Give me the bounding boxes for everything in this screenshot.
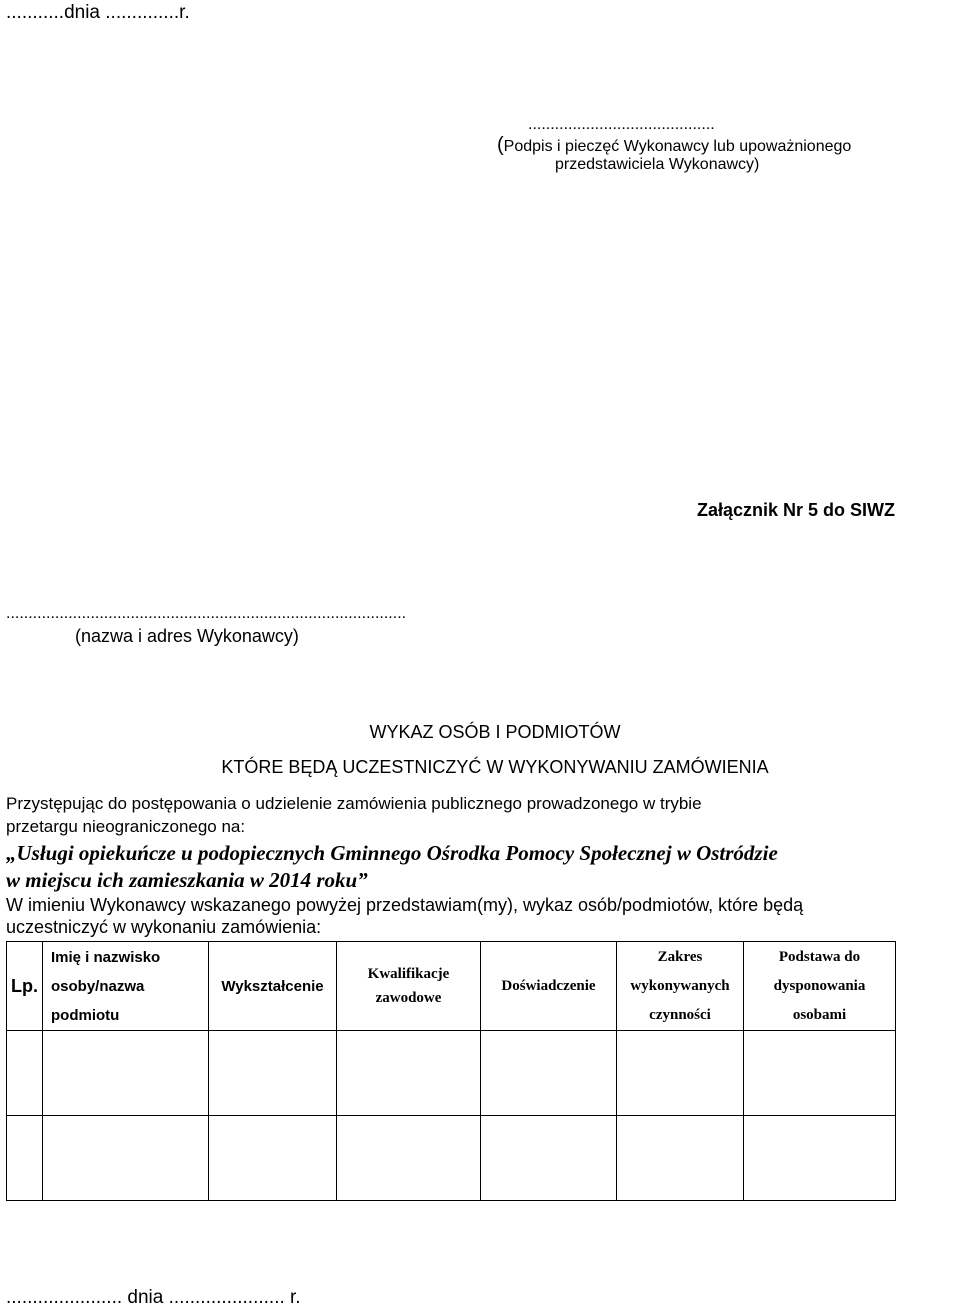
- annex-label: Załącznik Nr 5 do SIWZ: [697, 500, 896, 520]
- table-row: [7, 1116, 896, 1201]
- header-name-line1: Imię i nazwisko: [51, 948, 161, 966]
- contractor-dots: ..........................................................................................: [6, 605, 407, 622]
- date-line-bottom: ...................... dnia ...................... r.: [6, 1287, 301, 1308]
- table-cell[interactable]: [337, 1116, 481, 1201]
- statement-line1: W imieniu Wykonawcy wskazanego powyżej przedstawiam(my), wykaz osób/podmiotów, które będą: [6, 895, 804, 915]
- table-row: [7, 1031, 896, 1116]
- header-name-line2: osoby/nazwa: [51, 977, 145, 995]
- header-education: Wykształcenie: [209, 942, 337, 1031]
- persons-table: [6, 941, 896, 1201]
- document-title-line1: WYKAZ OSÓB I PODMIOTÓW: [369, 722, 621, 742]
- date-line-top: ...........dnia ..............r.: [6, 2, 190, 23]
- table-cell[interactable]: [744, 1116, 896, 1201]
- header-scope-line3: czynności: [649, 1006, 711, 1023]
- table-cell[interactable]: [617, 1031, 744, 1116]
- contractor-label: (nazwa i adres Wykonawcy): [75, 626, 299, 646]
- table-cell[interactable]: [744, 1031, 896, 1116]
- header-scope-line1: Zakres: [657, 948, 703, 965]
- table-cell[interactable]: [209, 1031, 337, 1116]
- header-name-line3: podmiotu: [51, 1006, 120, 1024]
- header-experience: Doświadczenie: [481, 942, 617, 1031]
- document-title-line2: KTÓRE BĘDĄ UCZESTNICZYĆ W WYKONYWANIU ZAMÓWIENIA: [221, 757, 769, 777]
- intro-line1: Przystępując do postępowania o udzielenie zamówienia publicznego prowadzonego w trybie: [6, 794, 702, 813]
- table-cell[interactable]: [43, 1116, 209, 1201]
- header-scope: [617, 942, 744, 1031]
- signature-caption-line1: [497, 134, 851, 157]
- header-basis-line3: osobami: [792, 1006, 847, 1023]
- header-lp: Lp.: [7, 942, 43, 1031]
- table-cell[interactable]: [7, 1031, 43, 1116]
- header-name: [43, 942, 209, 1031]
- signature-caption-line2: przedstawiciela Wykonawcy): [555, 156, 760, 173]
- table-cell[interactable]: [337, 1031, 481, 1116]
- signature-caption-text1: Podpis i pieczęć Wykonawcy lub upoważnionego: [503, 138, 852, 155]
- header-qualifications-line1: Kwalifikacje: [367, 966, 450, 982]
- table-cell[interactable]: [617, 1116, 744, 1201]
- signature-paren: (: [497, 134, 504, 156]
- table-cell[interactable]: [209, 1116, 337, 1201]
- header-basis-line1: Podstawa do: [778, 948, 861, 965]
- table-cell[interactable]: [481, 1031, 617, 1116]
- header-scope-line2: wykonywanych: [630, 977, 730, 994]
- intro-line2: przetargu nieograniczonego na:: [6, 817, 246, 836]
- header-basis-line2: dysponowania: [773, 977, 866, 994]
- table-cell[interactable]: [7, 1116, 43, 1201]
- header-basis: [744, 942, 896, 1031]
- table-cell[interactable]: [481, 1116, 617, 1201]
- table-cell[interactable]: [43, 1031, 209, 1116]
- header-qualifications-line2: zawodowe: [375, 990, 442, 1006]
- subject-line1: „Usługi opiekuńcze u podopiecznych Gminnego Ośrodka Pomocy Społecznej w Ostródzie: [6, 841, 778, 865]
- subject-line2: w miejscu ich zamieszkania w 2014 roku”: [6, 868, 368, 892]
- signature-dots: ..........................................: [528, 116, 715, 133]
- table-header-row: [7, 942, 896, 1031]
- header-qualifications: [337, 942, 481, 1031]
- statement-line2: uczestniczyć w wykonaniu zamówienia:: [6, 917, 322, 937]
